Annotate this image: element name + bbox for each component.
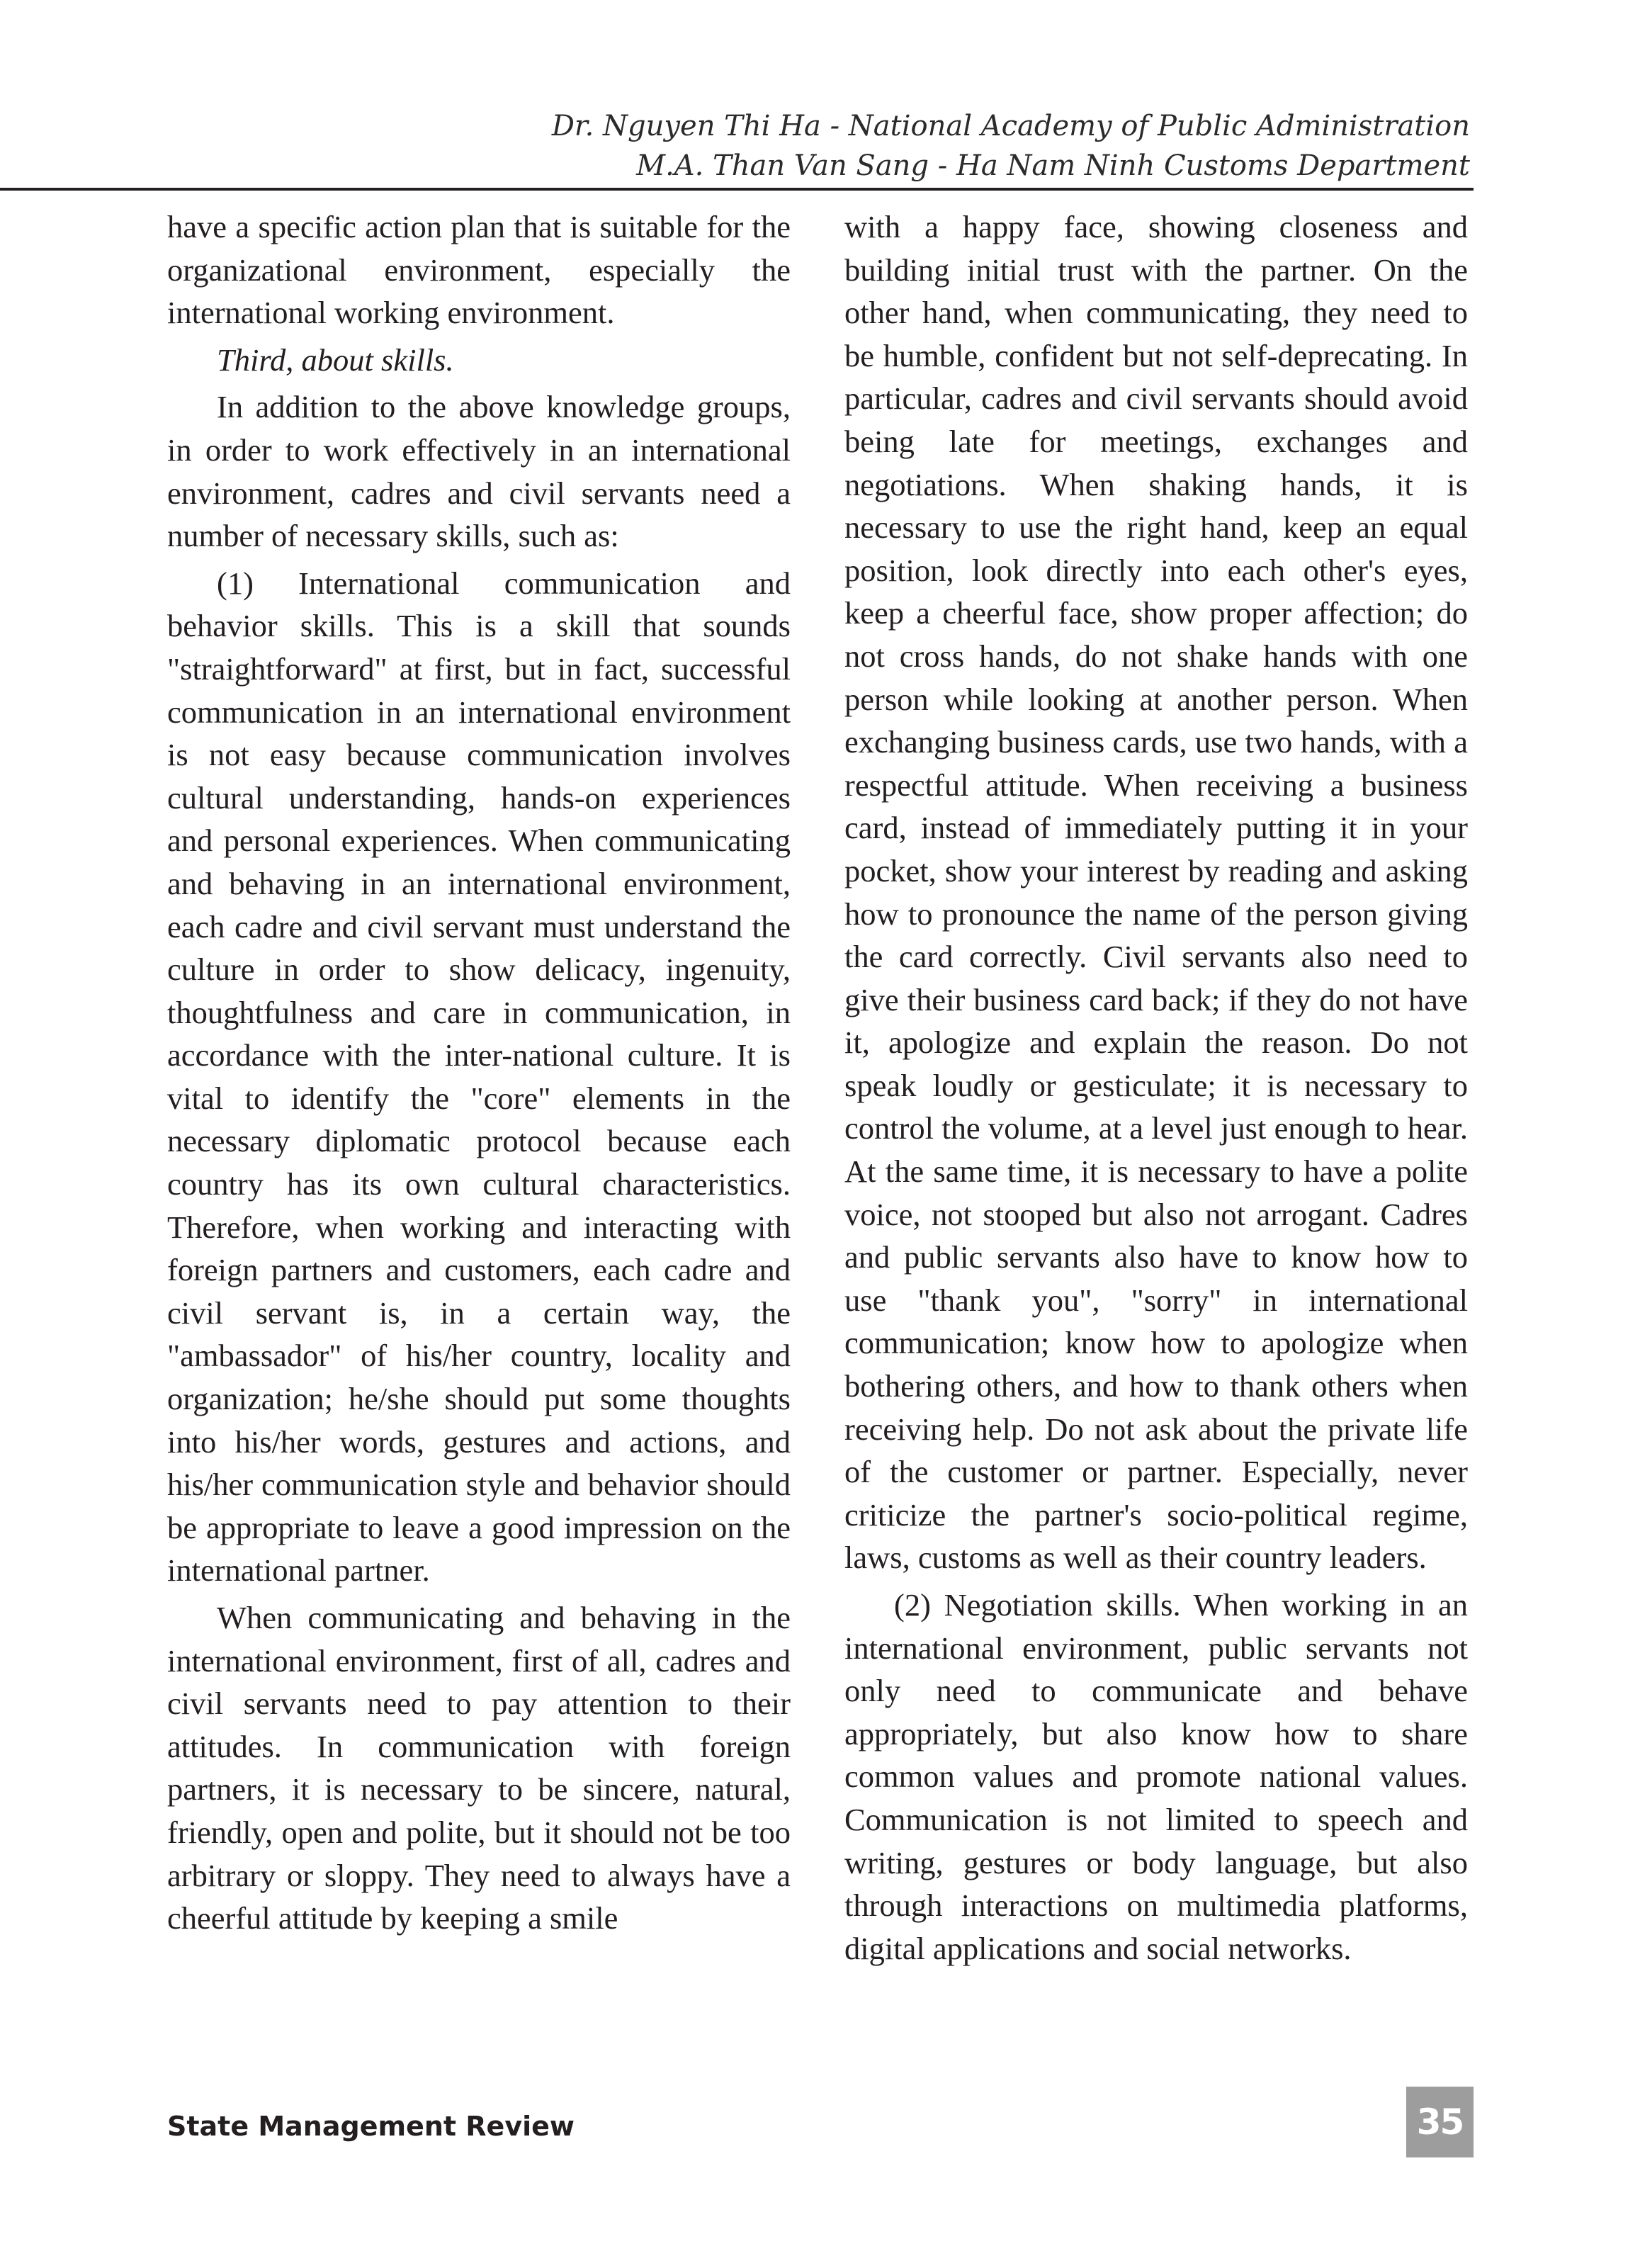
paragraph: In addition to the above knowledge groups, in order to work effectively in an international environment, cadres and civil servants need a number of necessary skills, such as: xyxy=(167,389,791,554)
journal-title: State Management Review xyxy=(167,2111,575,2142)
page-number: 35 xyxy=(1406,2087,1474,2157)
left-column xyxy=(167,205,791,1944)
paragraph: (2) Negotiation skills. When working in an international environment, public servants not only need to communicate and behave appropriately, but also know how to share common values and promote national values. Communication is not limited to speech and writing, gestures or body language, but also through interactions on multimedia platforms, digital applications and social networks. xyxy=(844,1587,1468,1966)
header-rule xyxy=(0,188,1474,191)
running-header xyxy=(552,106,1470,186)
paragraph: When communicating and behaving in the international environment, first of all, cadres and civil servants need to pay attention to their attitudes. In communication with foreign partners, it is necessary to be sincere, natural, friendly, open and polite, but it should not be too arbitrary or sloppy. They need to always have a cheerful attitude by keeping a smile xyxy=(167,1600,791,1936)
section-heading: Third, about skills. xyxy=(217,342,454,378)
paragraph: have a specific action plan that is suitable for the organizational environment, especially the international working environment. xyxy=(167,209,791,331)
paragraph: with a happy face, showing closeness and building initial trust with the partner. On the other hand, when communicating, they need to be humble, confident but not self-deprecating. In particular, cadres and civil servants should avoid being late for meetings, exchanges and negotiations. When shaking hands, it is necessary to use the right hand, keep an equal position, look directly into each other's eyes, keep a cheerful face, show proper affection; do not cross hands, do not shake hands with one person while looking at another person. When exchanging business cards, use two hands, with a respectful attitude. When receiving a business card, instead of immediately putting it in your pocket, show your interest by reading and asking how to pronounce the name of the person giving the card correctly. Civil servants also need to give their business card back; if they do not have it, apologize and explain the reason. Do not speak loudly or gesticulate; it is necessary to control the volume, at a level just enough to hear. At the same time, it is necessary to have a polite voice, not stooped but also not arrogant. Cadres and public servants also have to know how to use "thank you", "sorry" in international communication; know how to apologize when bothering others, and how to thank others when receiving help. Do not ask about the private life of the customer or partner. Especially, never criticize the partner's socio-political regime, laws, customs as well as their country leaders. xyxy=(844,209,1468,1576)
header-author-1: Dr. Nguyen Thi Ha - National Academy of Public Administration xyxy=(551,110,1470,142)
right-column xyxy=(844,205,1468,1974)
paragraph: (1) International communication and behavior skills. This is a skill that sounds "straightforward" at first, but in fact, successful communication in an international environment is not easy because communication involves cultural understanding, hands-on experiences and personal experiences. When communicating and behaving in an international environment, each cadre and civil servant must understand the culture in order to show delicacy, ingenuity, thoughtfulness and care in communication, in accordance with the inter-national culture. It is vital to identify the "core" elements in the necessary diplomatic protocol because each country has its own cultural characteristics. Therefore, when working and interacting with foreign partners and customers, each cadre and civil servant is, in a certain way, the "ambassador" of his/her country, locality and organization; he/she should put some thoughts into his/her words, gestures and actions, and his/her communication style and behavior should be appropriate to leave a good impression on the international partner. xyxy=(167,565,791,1589)
header-author-2: M.A. Than Van Sang - Ha Nam Ninh Customs Department xyxy=(636,149,1470,182)
